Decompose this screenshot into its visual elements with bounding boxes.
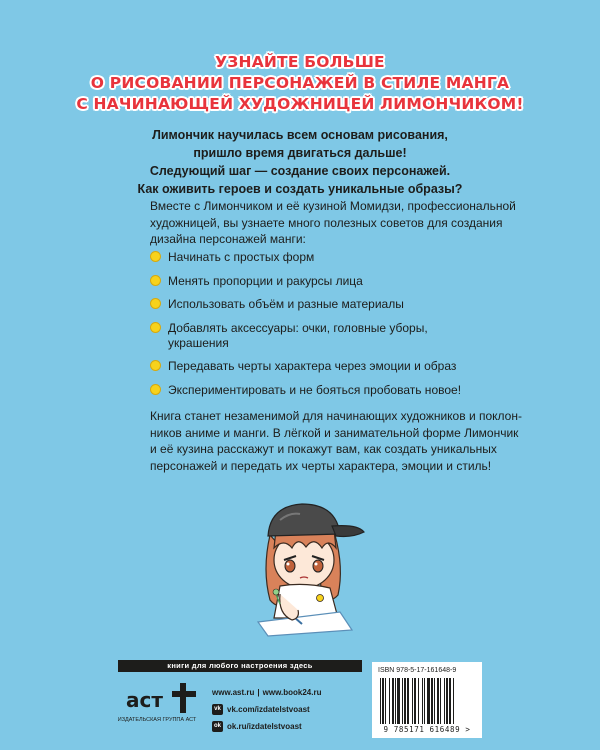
intro-text	[0, 126, 600, 198]
link-separator: |	[257, 688, 260, 697]
barcode-bar	[392, 678, 394, 724]
vk-icon: vk	[212, 704, 223, 715]
logo-text: аст	[126, 688, 163, 712]
bullet-dot-icon	[150, 360, 161, 371]
barcode-bar	[427, 678, 430, 724]
barcode-bar	[422, 678, 423, 724]
list-item	[150, 383, 510, 398]
paragraph2-line-3: и её кузина расскажут и покажут вам, как создать уникальных	[150, 442, 497, 456]
ok-row	[212, 718, 321, 735]
bullet-dot-icon	[150, 322, 161, 333]
barcode-bar	[453, 678, 454, 724]
barcode-number: 9 785171 616489 >	[383, 725, 471, 734]
barcode-bar	[449, 678, 451, 724]
barcode-bar	[389, 678, 390, 724]
barcode-bar	[385, 678, 386, 724]
list-item	[150, 297, 510, 312]
list-item-text-continued: украшения	[168, 335, 229, 350]
description-paragraph-1	[150, 198, 516, 248]
bullet-dot-icon	[150, 298, 161, 309]
paragraph1-line-3: дизайна персонажей манги:	[150, 232, 306, 246]
paragraph2-line-2: ников аниме и манги. В лёгкой и занимательной форме Лимончик	[150, 425, 519, 440]
barcode-bar	[412, 678, 413, 724]
barcode-bar	[440, 678, 441, 724]
list-item	[150, 250, 510, 265]
paragraph1-line-1: Вместе с Лимончиком и её кузиной Момидзи, профессиональной	[150, 199, 516, 213]
intro-line-1: Лимончик научилась всем основам рисования,	[152, 128, 448, 142]
barcode-icon	[378, 678, 476, 724]
list-item-text: Передавать черты характера через эмоции и образ	[168, 359, 457, 373]
bullet-dot-icon	[150, 251, 161, 262]
intro-line-2: пришло время двигаться дальше!	[193, 146, 407, 160]
bullet-dot-icon	[150, 275, 161, 286]
website-row	[212, 684, 321, 701]
paragraph1-line-2: художницей, вы узнаете много полезных советов для создания	[150, 215, 503, 230]
list-item-text: Начинать с простых форм	[168, 250, 315, 264]
barcode-bar	[446, 678, 448, 724]
list-item	[150, 359, 510, 374]
bullet-dot-icon	[150, 384, 161, 395]
publisher-name: ИЗДАТЕЛЬСКАЯ ГРУППА АСТ	[117, 717, 197, 723]
ok-icon: ok	[212, 721, 223, 732]
barcode-bar	[431, 678, 433, 724]
list-item	[150, 274, 510, 289]
website-ast-link[interactable]: www.ast.ru	[212, 688, 255, 697]
list-item	[150, 321, 510, 351]
paragraph2-line-1: Книга станет незаменимой для начинающих художников и поклон-	[150, 409, 522, 423]
barcode-bar	[444, 678, 445, 724]
isbn-label: ISBN 978-5-17-161648-9	[378, 667, 457, 674]
barcode-bar	[402, 678, 403, 724]
barcode-bar	[414, 678, 416, 724]
ast-logo-icon	[122, 681, 202, 715]
list-item-text: Экспериментировать и не бояться пробовать новое!	[168, 382, 462, 397]
barcode-bar	[437, 678, 439, 724]
tips-list	[150, 250, 510, 406]
series-tagline: книги для любого настроения здесь	[118, 660, 362, 672]
barcode-bar	[382, 678, 384, 724]
vk-link[interactable]: vk.com/izdatelstvoast	[227, 705, 310, 714]
publisher-links	[212, 684, 321, 735]
barcode-bar	[395, 678, 396, 724]
barcode-bar	[407, 678, 409, 724]
description-paragraph-2	[150, 408, 522, 474]
intro-line-4: Как оживить героев и создать уникальные образы?	[137, 182, 463, 196]
ok-link[interactable]: ok.ru/izdatelstvoast	[227, 722, 302, 731]
vk-row	[212, 701, 321, 718]
paragraph2-line-4: персонажей и передать их черты характера, эмоции и стиль!	[150, 458, 492, 473]
barcode-bar	[434, 678, 435, 724]
list-item-text: Использовать объём и разные материалы	[168, 297, 404, 311]
headline-line-1: УЗНАЙТЕ БОЛЬШЕ	[215, 53, 385, 71]
list-item-text: Менять пропорции и ракурсы лица	[168, 273, 363, 288]
headline	[0, 52, 600, 115]
barcode-bar	[380, 678, 381, 724]
headline-line-3: С НАЧИНАЮЩЕЙ ХУДОЖНИЦЕЙ ЛИМОНЧИКОМ!	[76, 95, 524, 113]
headline-line-2: О РИСОВАНИИ ПЕРСОНАЖЕЙ В СТИЛЕ МАНГА	[90, 74, 510, 92]
barcode-panel	[372, 662, 482, 738]
intro-line-3: Следующий шаг — создание своих персонажей.	[149, 164, 451, 178]
list-item-text: Добавлять аксессуары: очки, головные уборы,	[168, 320, 428, 335]
barcode-bar	[418, 678, 419, 724]
character-drawing-illustration	[240, 490, 370, 640]
barcode-bar	[424, 678, 425, 724]
barcode-bar	[397, 678, 400, 724]
barcode-bar	[404, 678, 406, 724]
website-book24-link[interactable]: www.book24.ru	[262, 688, 322, 697]
